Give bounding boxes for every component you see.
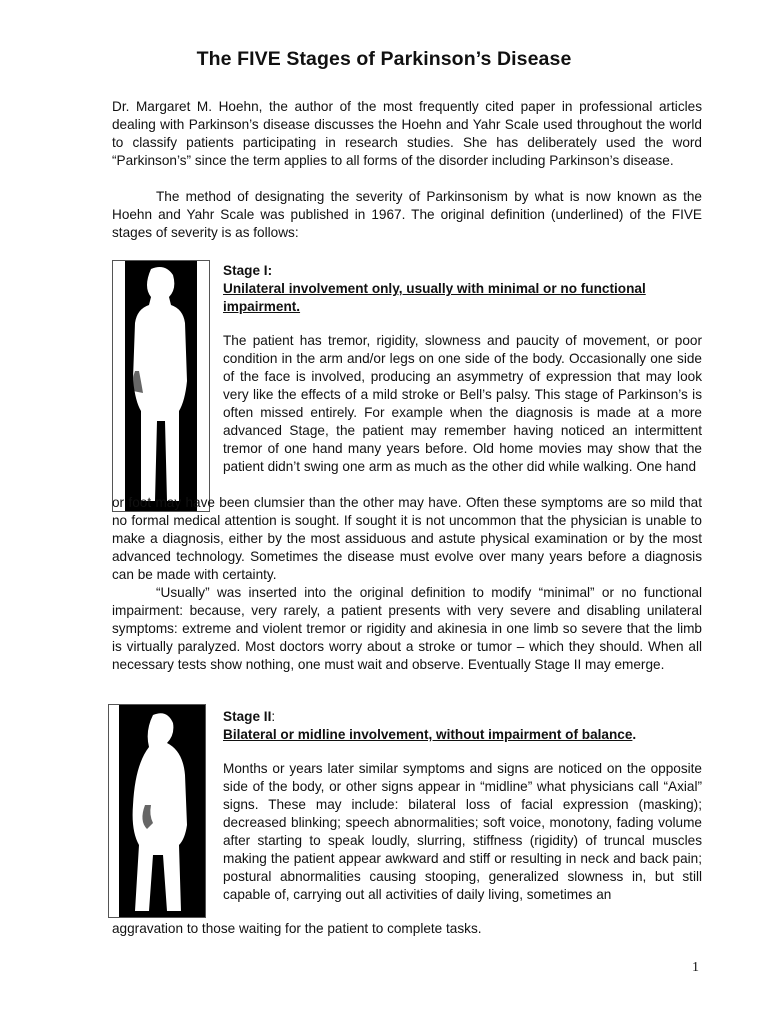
- stage2-heading-suffix: :: [271, 709, 276, 724]
- stage2-body-full: aggravation to those waiting for the patient to complete tasks.: [112, 921, 482, 936]
- stage1-heading: Stage I:: [223, 263, 273, 278]
- stage1-header-block: [223, 262, 702, 316]
- stage2-figure: [108, 704, 206, 918]
- stage1-body-full: or foot may have been clumsier than the other may have. Often these symptoms are so mild that no formal medical attention is sought. If sought it is not uncommon that the physician is unable to make a diagnosis, either by the most assiduous and astute physical examination or by the most advanced technology. Sometimes the disease must evolve over many years before a diagnosis can be made with certainty.: [112, 495, 702, 582]
- stage1-definition: Unilateral involvement only, usually with minimal or no functional impairment.: [223, 281, 646, 314]
- stage2-definition-line: [223, 726, 702, 744]
- stage2-definition-suffix: .: [632, 727, 637, 742]
- stage1-usually-paragraph: “Usually” was inserted into the original definition to modify “minimal” or no functional impairment: because, very rarely, a patient presents with very severe and disabling unilateral symptoms: extreme and violent tremor or rigidity and akinesia in one limb so severe that the limb is virtually paralyzed. Most doctors worry about a stroke or tumor – which they should. When all necessary tests show nothing, one must wait and observe. Eventually Stage II may emerge.: [112, 585, 702, 672]
- stage2-definition: Bilateral or midline involvement, without impairment of balance: [223, 727, 633, 742]
- stage1-body-side: The patient has tremor, rigidity, slowness and paucity of movement, or poor condition in the arm and/or legs on one side of the body. Occasionally one side of the face is involved, producing an asymmetry of expression that may look very like the effects of a mild stroke or Bell’s palsy. This stage of Parkinson’s is often missed entirely. For example when the diagnosis is made at a more advanced Stage, the patient may remember having noticed an intermittent tremor of one hand many years before. Old home movies may show that the patient didn’t swing one arm as much as the other did while walking. One hand: [223, 333, 702, 474]
- page-title: The FIVE Stages of Parkinson’s Disease: [196, 48, 572, 70]
- stage2-heading-line: [223, 708, 702, 726]
- stage1-figure: [112, 260, 210, 512]
- page-number: 1: [692, 960, 699, 975]
- intro-paragraph-2: The method of designating the severity of Parkinsonism by what is now known as the Hoehn and Yahr Scale was published in 1967. The original definition (underlined) of the FIVE stages of severity is as follows:: [112, 189, 702, 240]
- intro-paragraph-1: Dr. Margaret M. Hoehn, the author of the most frequently cited paper in professional articles dealing with Parkinson’s disease discusses the Hoehn and Yahr Scale used throughout the world to classify patients participating in research studies. She has deliberately used the word “Parkinson’s” since the term applies to all forms of the disorder including Parkinson’s disease.: [112, 99, 702, 168]
- stage2-header-block: [223, 708, 702, 744]
- stage2-heading: Stage II: [223, 709, 272, 724]
- stage2-body-side: Months or years later similar symptoms and signs are noticed on the opposite side of the body, or other signs appear in “midline” what physicians call “Axial” signs. These may include: bilateral loss of facial expression (masking); decreased blinking; speech abnormalities; soft voice, monotony, fading volume after starting to speak loudly, slurring, stiffness (rigidity) of truncal muscles making the patient appear awkward and stiff or resulting in neck and back pain; postural abnormalities causing stooping, generalized slowness in, but still capable of, carrying out all activities of daily living, sometimes an: [223, 761, 702, 902]
